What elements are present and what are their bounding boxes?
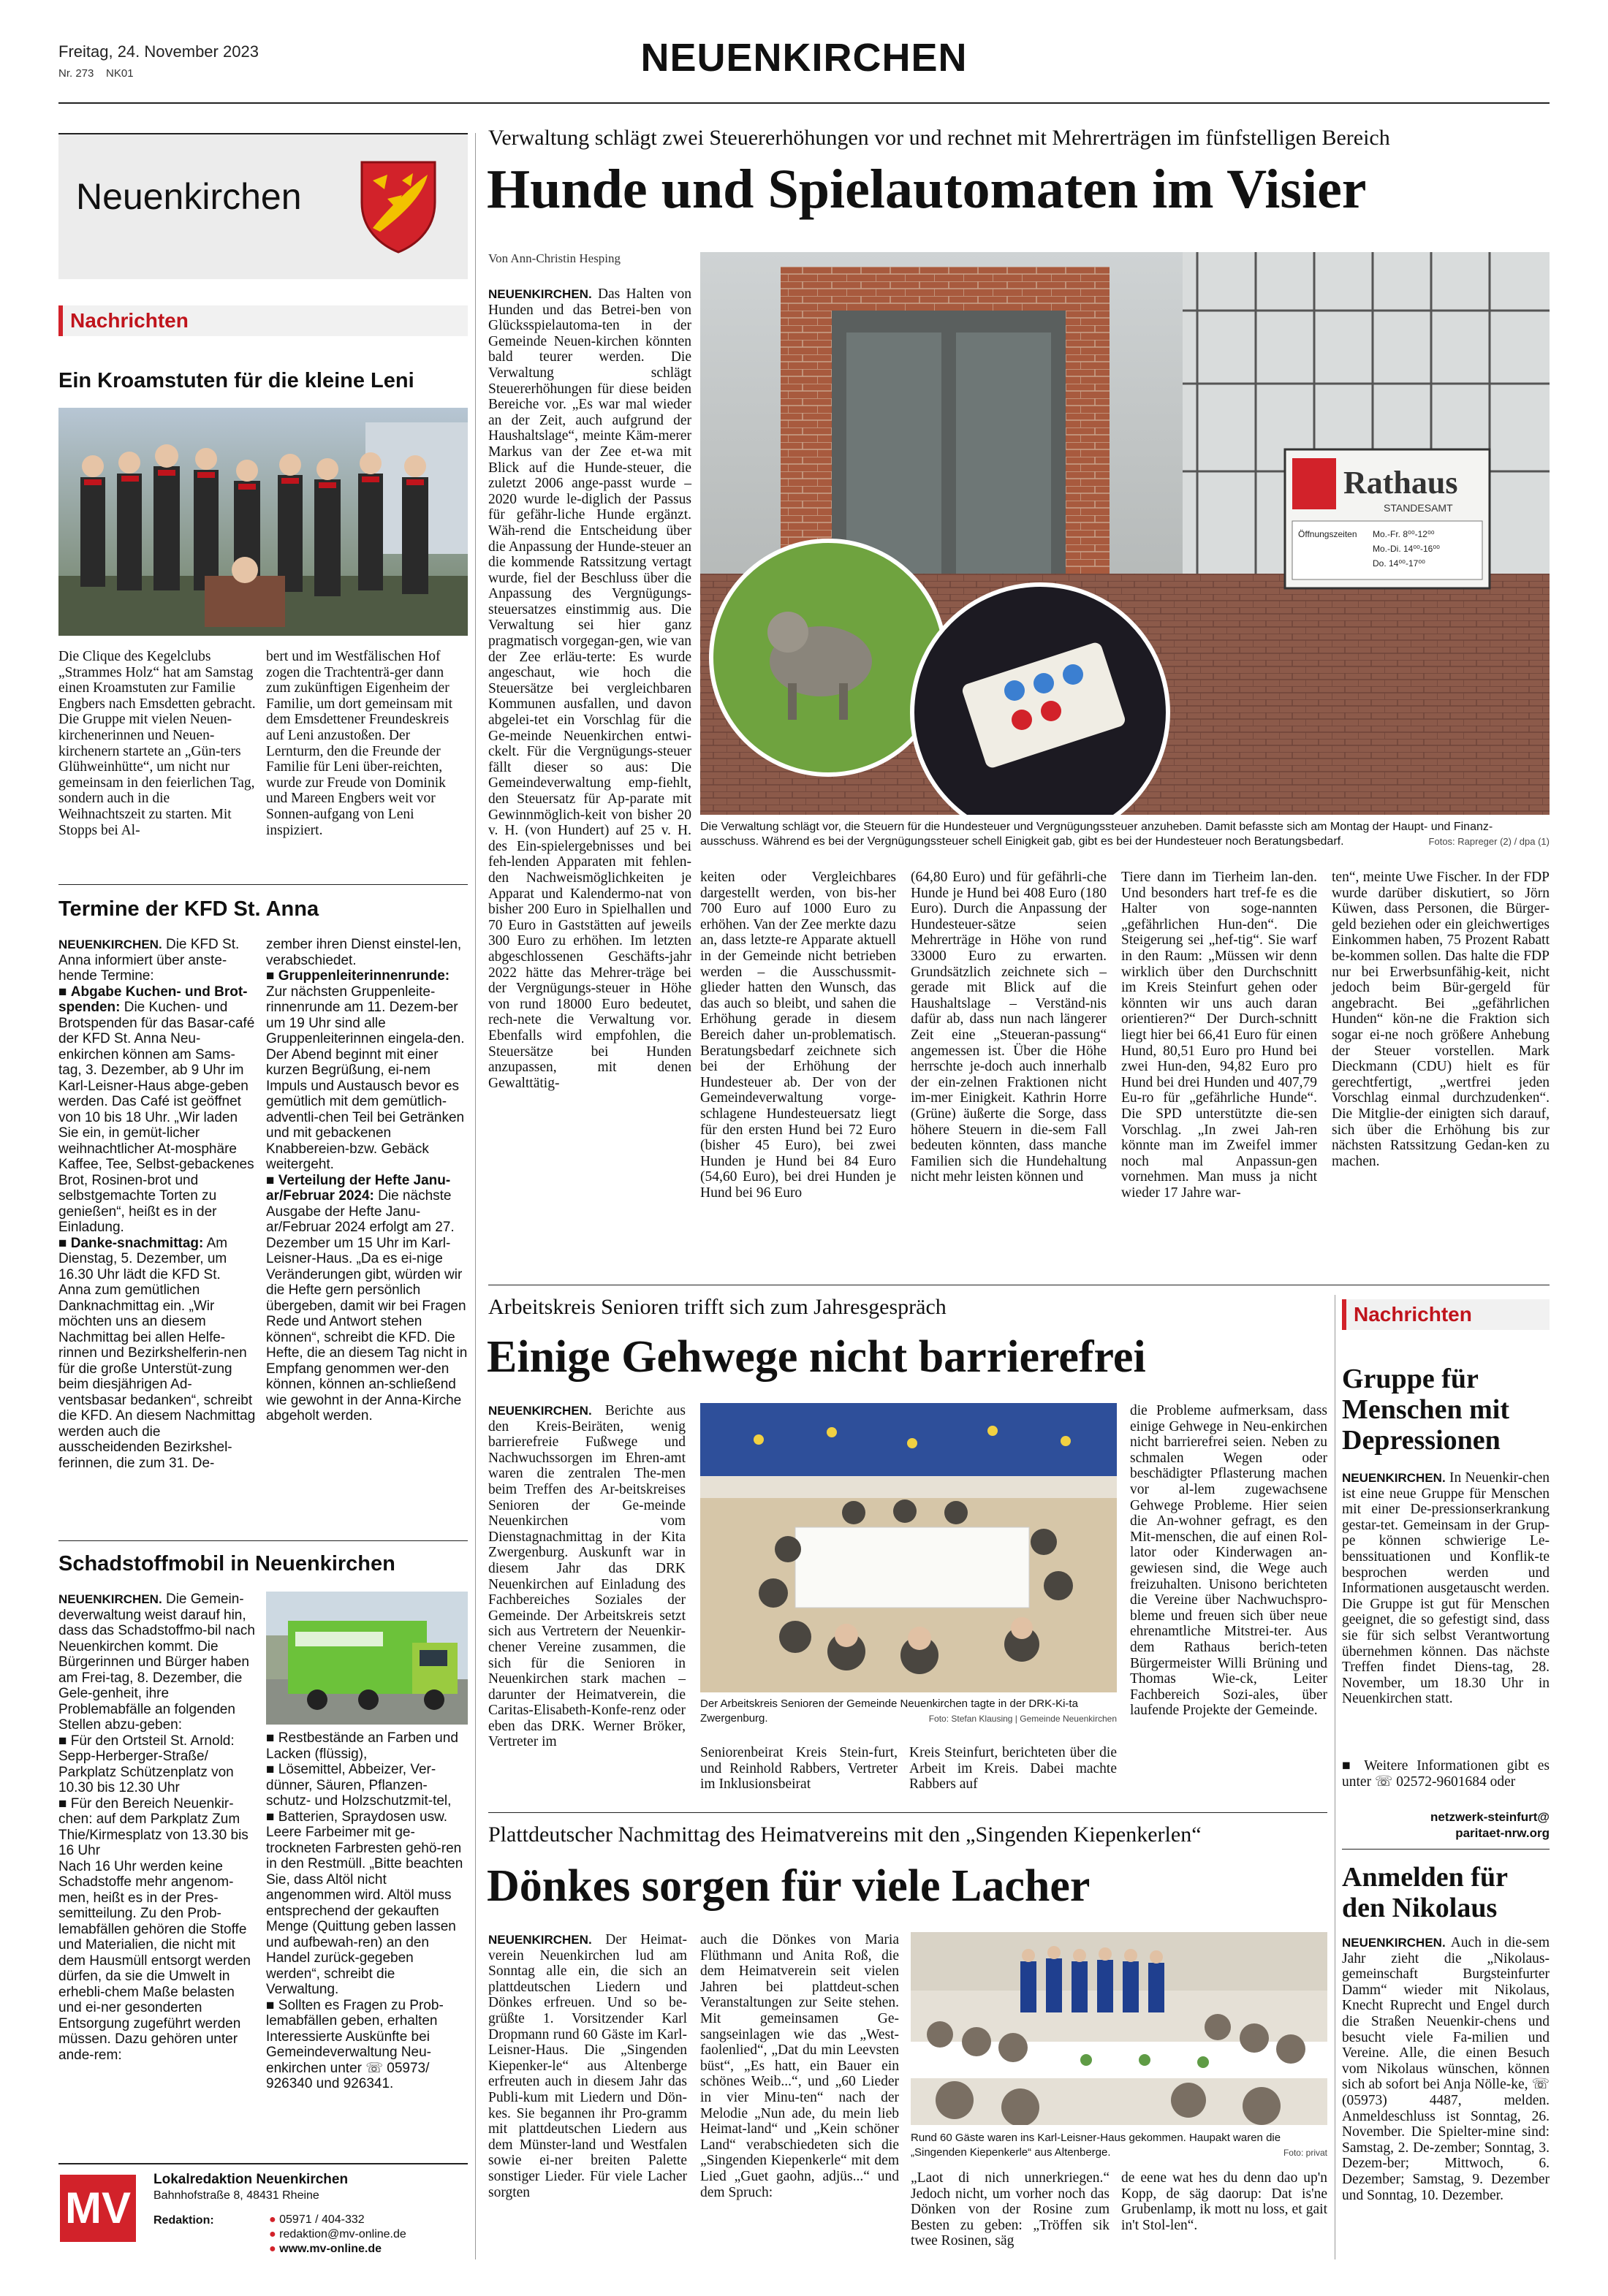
right-a2-title: Anmelden für den Nikolaus	[1342, 1862, 1508, 1923]
lead-col3: (64,80 Euro) und für gefährli-che Hunde je Hund bei 408 Euro (180 Euro). Durch die Anpassung der Hundesteuer-sätze seien Mehrerträge in Höhe von rund 33000 Euro zu erwarten. Grundsätzlich zeichnete sich – gerade mit Blick auf die Haushaltslage – Verständ-nis dafür ab, dass nun nach längerer Zeit eine „Steueran-passung“ angemessen ist. Über die Höhe herrschte je-doch auch innerhalb der ein-zelnen Fraktionen nicht im-mer Einigkeit. Kathrin Horre (Grüne) äußerte die Sorge, dass höhere Steuern in die-sem Fall bedeuten könnten, dass manche Familien sich die Hundehaltung nicht mehr leisten können und	[911, 870, 1107, 1185]
right-a1-text	[1342, 1470, 1550, 1707]
article2-b4-text: Die nächste Ausgabe der Hefte Janu-ar/Februar 2024 erfolgt am 27. Dezember um 15 Uhr im Karl-Leisner-Haus. „Da es ei-nige Veränderungen gibt, würden wir die Hefte gern persönlich übergeben, damit wir bei Fragen Rede und Antwort stehen können“, schreibt die KFD. Die Hefte, die an diesem Tag nicht in Empfang genommen wer-den können, können an-schließend wie gewohnt in der Anna-Kirche abgeholt werden.	[266, 1188, 468, 1423]
schadstoffmobil-photo	[266, 1592, 468, 1725]
issue-number: Nr. 273	[58, 67, 94, 80]
doenkes-caption-text: Rund 60 Gäste waren ins Karl-Leisner-Haus gekommen. Haupakt waren die „Singenden Kiepenkerle“ aus Altenberge.	[911, 2132, 1281, 2159]
article2-b1-text: Die Kuchen- und Brotspenden für das Basar-café der KFD St. Anna Neu-enkirchen können am Sams-tag, 3. Dezember, ab 9 Uhr im Karl-Leisner-Haus abge-geben werden. Das Café ist geöffnet von 10 bis 18 Uhr. „Wir laden Sie ein, in gemüt-licher weihnachtlicher At-mosphäre Kaffee, Tee, Selbst-gebackenes Brot, Rosinen-brot und selbstgemachte Torten zu genießen“, heißt es in der Einladung.	[58, 1000, 255, 1235]
seniors-kicker: Arbeitskreis Senioren trifft sich zum Jahresgespräch	[488, 1295, 947, 1319]
lead-col1	[488, 286, 691, 1091]
article3-dateline: NEUENKIRCHEN.	[58, 1592, 162, 1606]
doenkes-col2: auch die Dönkes von Maria Flüthmann und Anita Roß, die dem Heimatverein seit vielen Jahren bei plattdeut-schen Veranstaltungen zur Seite stehen. Mit gemeinsamen Ge-sangseinlagen wie das „West-faolenlied“, „Dat du min Leevsten büst“, „Es hatt, ein Bauer ein schönes Weib...“, und „60 Lieder in vier Minu-ten“ nach der Melodie „Nun ade, du mein lieb Heimat-land“ und „Kein schöner Land“ verabschiedeten sich die „Singenden Kiepenkerle“ mit dem Lied „Guet gaohn, adjüs...“ und dem Spruch:	[700, 1932, 899, 2200]
rathaus-photo	[700, 252, 1550, 815]
right-a1-dateline: NEUENKIRCHEN.	[1342, 1471, 1446, 1485]
seniors-bottom-rule	[488, 1812, 1327, 1813]
seniors-col1-text: Berichte aus den Kreis-Beiräten, wenig barrierefreie Fußwege und Nachwuchssorgen im Ehren-amt waren die zentralen The-men beim Treffen des Ar-beitskreises Senioren der Ge-meinde Neuenkirchen vom Dienstagnachmittag in der Kita Zwergenburg. Auskunft war in diesem Jahr das DRK Neuenkirchen auf Einladung des Fachbereiches Soziales der Gemeinde. Der Arbeitskreis setzt sich aus Vertretern der Neuenkir-chener Vereine zusammen, die sich für die Senioren in Neuenkirchen stark machen – darunter der Heimatverein, die Caritas-Elisabeth-Konfe-renz oder eben das DRK. Werner Bröker, Vertreter im	[488, 1403, 686, 1750]
right-news-tag: Nachrichten	[1342, 1299, 1550, 1330]
article2-b2-text: Am Dienstag, 5. Dezember, um 16.30 Uhr lädt die KFD St. Anna zum gemütlichen Danknachmittag ein. „Wir möchten uns an diesem Nachmittag bei allen Helfe-rinnen und Bezirkshelferin-nen für die große Unterstüt-zung beim diesjährigen Ad-ventsbasar bedanken“, schreibt die KFD. An diesem Nachmittag werden auch die ausscheidenden Bezirkshel-ferinnen, die zum 31. De-	[58, 1235, 256, 1471]
article1-title: Ein Kroamstuten für die kleine Leni	[58, 369, 414, 392]
footer-office: Lokalredaktion Neuenkirchen	[153, 2172, 349, 2187]
lead-col1-text: Das Halten von Hunden und das Betrei-ben von Glücksspielautoma-ten in der Gemeinde Neuen-kirchen könnten bald teurer werden. Die Verwaltung schlägt Steuererhöhungen für diese beiden Bereiche vor. „Es war mal wieder an der Zeit, auch aufgrund der Haushaltslage“, meinte Käm-merer Markus van der Zee et-wa mit Blick auf die Hunde-steuer, die zuletzt 2006 ange-passt wurde – 2020 wurde le-diglich der Passus für gefähr-liche Hunde ergänzt. Wäh-rend die Entscheidung über die Anpassung der Hunde-steuer an die kommende Ratssitzung vertagt wurde, fiel der Beschluss über die Anpassung des Vergnügungs-steuersatzes einstimmig aus. Die Verwaltung sei hier ganz pragmatisch vorgegan-gen, wie van der Zee erläu-terte: Es wurde angeschaut, wie hoch die Steuersätze bei vergleichbaren Kommunen ausfallen, und davon abgelei-tet ein Vorschlag für die Ge-meinde Neuenkirchen entwi-ckelt. Für die Vergnügungs-steuer fällt dieser so aus: Die Gemeindeverwaltung emp-fiehlt, den Steuersatz für Ap-parate mit Gewinnmöglich-keit von bisher 20 v. H. (von Hundert) auf 25 v. H. des Ein-spielergebnisses und bei feh-lenden Apparaten mit fehlen-den Nachweismöglichkeiten je Apparat und Kalendermo-nat von bisher 200 Euro in Spielhallen und 70 Euro in Gaststätten auf jeweils 300 Euro zu erhöhen. Im letzten abgeschlossenen Geschäfts-jahr 2022 hätte das Mehrer-träge bei der Vergnügungs-steuer in Höhe von rund 18000 Euro bedeutet, rech-nete die Verwaltung vor. Ebenfalls wird empfohlen, die Steuersätze bei Hunden anzupassen, mit denen Gewalttätig-	[488, 286, 691, 1091]
footer-phone: 05971 / 404-332	[279, 2213, 365, 2226]
article2-col2: zember ihren Dienst einstel-len, verabschiedet. ■ Gruppenleiterinnenrunde: Zur nächsten Gruppenleite-rinnenrunde am 11. Dezem-ber um 19 Uhr sind alle Gruppenleiterinnen eingela-den. Der Abend beginnt mit einer kurzen Begrüßung, ei-nem Impuls und Austausch bevor es gemütlich mit dem gemütlich-adventli-chen Teil bei Getränken und mit gebackenen Knabbereien-bzw. Gebäck weitergeht. ■ Verteilung der Hefte Janu-ar/Februar 2024: Die nächste Ausgabe der Hefte Janu-ar/Februar 2024 erfolgt am 27. Dezember um 15 Uhr im Karl-Leisner-Haus. „Da es ei-nige Veränderungen gibt, würden wir die Hefte gern persönlich übergeben, damit wir bei Fragen Rede und Antwort stehen können“, schreibt die KFD. Die Hefte, die an diesem Tag nicht in Empfang genommen wer-den können, können an-schließend wie gewohnt in der Anna-Kirche abgeholt werden.	[266, 937, 468, 1423]
sidebar-rule-2	[58, 1540, 468, 1541]
article1-col2: bert und im Westfälischen Hof zogen die Trachtenträ-ger dann zum zukünftigen Eigenheim der Familie, um dort gemeinsam mit dem Emsdettener Freundeskreis auf Leni anzustoßen. Der Lernturm, den die Freunde der Familie für Leni über-reichten, wurde zur Freude von Dominik und Mareen Engbers weit vor Sonnen-aufgang von Leni inspiziert.	[266, 649, 453, 838]
article2-b2-title: Danke-snachmittag:	[70, 1235, 204, 1251]
doenkes-col1-text: Der Heimat-verein Neuenkirchen lud am Sonntag alle ein, die sich an plattdeutschen Liedern und Dönkes erfreuen. Und so be-grüßte 1. Vorsitzender Karl Dropmann rund 60 Gäste im Karl-Leisner-Haus. Die „Singenden Kiepenker-le“ aus Altenberge erfreuten auch in diesem Jahr das Publi-kum mit Liedern und Dön-kes. Sie begannen ihr Pro-gramm mit plattdeutschen Liedern aus dem Münster-land und Westfalen sowie ei-ner breiten Palette sonstiger Lieder. Für viele Lacher sorgten	[488, 1932, 687, 2200]
email-icon: ●	[269, 2228, 276, 2240]
lead-col2: keiten oder Vergleichbares dargestellt werden, von bis-her 700 Euro auf 1000 Euro zu erhöhen. Van der Zee merkte dazu an, dass letzte-re Apparate aktuell in der Gemeinde nicht betrieben werden – die Ausschussmit-glieder hatten den Wunsch, das das auch so bleibt, und sahen die Erhöhung gerade in diesem Bereich daher un-problematisch. Beratungsbedarf zeichnete sich bei der Erhöhung der Hundesteuer ab. Der von der Gemeindeverwaltung vorge-schlagene Hundesteuersatz liegt für den ersten Hund bei 72 Euro (bisher 45 Euro), bei zwei Hunden je Hund bei 84 Euro (54,60 Euro), bei drei Hunden je Hund bei 96 Euro	[700, 870, 896, 1201]
rathaus-sign-title: Rathaus	[1343, 465, 1458, 501]
rathaus-sign-sub: STANDESAMT	[1384, 502, 1453, 514]
footer-address: Bahnhofstraße 8, 48431 Rheine	[153, 2189, 319, 2202]
article3-col2: ■ Restbestände an Farben und Lacken (flüssig), ■ Lösemittel, Abbeizer, Ver-dünner, Säuren, Pflanzen-schutz- und Holzschutzmit-tel, ■ Batterien, Spraydosen usw. Leere Farbeimer mit ge-trockneten Farbresten gehö-ren in den Restmüll. „Bitte beachten Sie, dass Altöl nicht angenommen wird. Altöl muss entsprechend der gekauften Menge (Quittung geben lassen und aufbewah-ren) an den Handel zurück-gegeben werden“, schreibt die Verwaltung. ■ Sollten es Fragen zu Prob-lemabfällen geben, erhalten Interessierte Auskünfte bei Gemeindeverwaltung Neu-enkirchen unter ☏ 05973/ 926340 und 926341.	[266, 1730, 463, 2091]
article3-b5: Batterien, Spraydosen usw. Leere Farbeimer mit ge-trockneten Farbresten gehö-ren in den Restmüll. „Bitte beachten Sie, dass Altöl nicht angenommen wird. Altöl muss entsprechend der gekauften Menge (Quittung geben lassen und aufbewah-ren) an den Handel zurück-gegeben werden“, schreibt die Verwaltung.	[266, 1809, 463, 1997]
article2-dateline: NEUENKIRCHEN.	[58, 938, 162, 951]
kroamstuten-photo	[58, 408, 468, 636]
doenkes-dateline: NEUENKIRCHEN.	[488, 1933, 592, 1947]
header-date: Freitag, 24. November 2023	[58, 42, 259, 61]
article3-rest: Nach 16 Uhr werden keine Schadstoffe mehr angenom-men, heißt es in der Pres-semitteilung. Zu den Prob-lemabfällen gehören die Stoffe und Materialien, die nicht mit dem Hausmüll entsorgt werden dürfen, da sie die Umwelt in erhebli-chem Maße belasten und ei-ner gesonderten Entsorgung zugeführt werden müssen. Dazu gehören unter ande-rem:	[58, 1858, 251, 2063]
article2-col1: NEUENKIRCHEN. Die KFD St. Anna informiert über anste-hende Termine: ■ Abgabe Kuchen- und Brot-spenden: Die Kuchen- und Brotspenden für das Basar-café der KFD St. Anna Neu-enkirchen können am Sams-tag, 3. Dezember, ab 9 Uhr im Karl-Leisner-Haus abge-geben werden. Das Café ist geöffnet von 10 bis 18 Uhr. „Wir laden Sie ein, in gemüt-licher weihnachtlicher At-mosphäre Kaffee, Tee, Selbst-gebackenes Brot, Rosinen-brot und selbstgemachte Torten zu genießen“, heißt es in der Einladung. ■ Danke-snachmittag: Am Dienstag, 5. Dezember, um 16.30 Uhr lädt die KFD St. Anna zum gemütlichen Danknachmittag ein. „Wir möchten uns an diesem Nachmittag bei allen Helfe-rinnen und Bezirkshelferin-nen für die große Unterstüt-zung beim diesjährigen Ad-ventsbasar bedanken“, schreibt die KFD. An diesem Nachmittag werden auch die ausscheidenden Bezirkshel-ferinnen, die zum 31. De-	[58, 937, 256, 1471]
lead-dateline: NEUENKIRCHEN.	[488, 287, 592, 301]
issue-code: NK01	[106, 67, 134, 80]
seniors-photo	[700, 1403, 1117, 1692]
phone-icon: ●	[269, 2213, 276, 2226]
doenkes-kicker: Plattdeutscher Nachmittag des Heimatvereins mit den „Singenden Kiepenkerlen“	[488, 1822, 1202, 1847]
lead-byline: Von Ann-Christin Hesping	[488, 251, 621, 265]
seniors-col2: Seniorenbeirat Kreis Stein-furt, und Reinhold Rabbers, Vertreter im Inklusionsbeirat	[700, 1745, 898, 1793]
lead-headline: Hunde und Spielautomaten im Visier	[487, 159, 1367, 220]
doenkes-headline: Dönkes sorgen für viele Lacher	[487, 1861, 1091, 1911]
seniors-col4: die Probleme aufmerksam, dass einige Gehwege in Neu-enkirchen nicht barrierefrei seien. Neben zu schmalen Wegen oder beschädigter Pflasterung machen vor al-lem zugewachsene Gehwege Probleme. Hier seien die An-wohner gefragt, es den Mit-menschen, die auf einen Rol-lator oder Kinderwagen an-gewiesen sind, die Wege auch freizuhalten. Unisono berichteten die Vereine über Nachwuchspro-bleme und freuen sich über neue ehrenamtliche Mitstrei-ter. Aus dem Rathaus berich-teten Bürgermeister Willi Brüning und Thomas Wie-ck, Leiter Fachbereich Sozi-ales, über laufende Projekte der Gemeinde.	[1130, 1403, 1327, 1719]
rathaus-sign-h1: Mo.-Fr. 8⁰⁰-12⁰⁰	[1373, 529, 1435, 539]
seniors-credit: Foto: Stefan Klausing | Gemeinde Neuenkirchen	[928, 1714, 1117, 1724]
seniors-headline: Einige Gehwege nicht barrierefrei	[487, 1332, 1146, 1382]
lead-caption	[700, 820, 1550, 849]
right-a1-email[interactable]	[1359, 1809, 1550, 1841]
rathaus-sign-hours: Öffnungszeiten	[1298, 529, 1357, 539]
article3-title: Schadstoffmobil in Neuenkirchen	[58, 1552, 395, 1575]
seniors-caption-text: Der Arbeitskreis Senioren der Gemeinde Neuenkirchen tagte in der DRK-Ki-ta Zwergenburg.	[700, 1698, 1078, 1725]
sidebar-news-tag: Nachrichten	[58, 305, 468, 336]
lead-col4: Tiere dann im Tierheim lan-den. Und besonders hart tref-fe es die Halter von soge-nannten „gefährlichen Hun-den“. Die Steigerung sei „hef-tig“. Sie warf in den Raum: „Müssen wir denn wirklich über den Durchschnitt im Kreis Steinfurt gehen oder könnten wir uns auch daran orientieren?“ Der Durch-schnitt liegt hier bei 66,41 Euro für einen Hund, 80,51 Euro pro Hund bei zwei Hun-den, 94,82 Euro pro Hund bei drei Hunden und 407,79 Eu-ro für „gefährliche Hunde“. Die SPD unterstützte die-sen Vorschlag. „In zwei Jah-ren könnte man im Zweifel immer noch mal Anpassun-gen vornehmen. Man muss ja nicht wieder 17 Jahre war-	[1121, 870, 1317, 1201]
lead-caption-text: Die Verwaltung schlägt vor, die Steuern für die Hundesteuer und Vergnügungssteuer anzuheben. Damit befasste sich am Montag der Haupt- und Finanz-ausschuss. Während es bei der Vergnügungssteuer schell Einigkeit gab, gibt es bei der Hundesteuer noch Beratungsbedarf.	[700, 821, 1493, 848]
footer-contacts	[269, 2213, 406, 2257]
article3-b1: Für den Ortsteil St. Arnold: Sepp-Herberger-Straße/ Parkplatz Schützenplatz von 10.30 bis 12.30 Uhr	[58, 1733, 235, 1795]
article2-b1-title: Abgabe Kuchen- und Brot-spenden:	[58, 984, 248, 1015]
lead-kicker: Verwaltung schlägt zwei Steuererhöhungen vor und rechnet mit Mehrerträgen im fünfstelligen Bereich	[488, 126, 1390, 150]
article3-b2: Für den Bereich Neuenkir-chen: auf dem Parkplatz Zum Thie/Kirmesplatz von 13.30 bis 16 Uhr	[58, 1795, 249, 1858]
section-title: NEUENKIRCHEN	[640, 36, 968, 80]
lead-credit: Fotos: Rapreger (2) / dpa (1)	[1428, 836, 1550, 847]
seniors-col3: Kreis Steinfurt, berichteten über die Arbeit im Kreis. Dabei machte Rabbers auf	[909, 1745, 1117, 1793]
right-a1-email-2: paritaet-nrw.org	[1455, 1826, 1550, 1840]
seniors-dateline: NEUENKIRCHEN.	[488, 1404, 592, 1418]
doenkes-photo	[911, 1932, 1327, 2125]
article2-b3-text: Zur nächsten Gruppenleite-rinnenrunde am 11. Dezem-ber um 19 Uhr sind alle Gruppenleiterinnen eingela-den. Der Abend beginnt mit einer kurzen Begrüßung, ei-nem Impuls und Austausch bevor es gemütlich mit dem gemütlich-adventli-chen Teil bei Getränken und mit gebackenen Knabbereien-bzw. Gebäck weitergeht.	[266, 984, 465, 1172]
mv-logo: MV	[60, 2175, 136, 2242]
article3-intro-text: Die Gemein-deverwaltung weist darauf hin, dass das Schadstoffmo-bil nach Neuenkirchen kommt. Die Bürgerinnen und Bürger haben am Frei-tag, 8. Dezember, die Gele-genheit, ihre Problemabfälle an folgenden Stellen abzu-geben:	[58, 1592, 255, 1733]
rathaus-sign-h3: Do. 14⁰⁰-17⁰⁰	[1373, 558, 1425, 569]
doenkes-col1	[488, 1932, 687, 2200]
footer-label: Redaktion:	[153, 2214, 214, 2227]
article3-b4: Lösemittel, Abbeizer, Ver-dünner, Säuren, Pflanzen-schutz- und Holzschutzmit-tel,	[266, 1762, 452, 1809]
right-a1-more-text: Weitere Informationen gibt es unter ☏ 02572-9601684 oder	[1342, 1758, 1550, 1790]
web-icon: ●	[269, 2243, 276, 2255]
article2-b4-title: Verteilung der Hefte Janu-ar/Februar 2024:	[266, 1172, 451, 1204]
town-box-title: Neuenkirchen	[76, 176, 302, 217]
seniors-caption	[700, 1697, 1117, 1726]
coat-of-arms-icon	[358, 159, 439, 254]
article2-title: Termine der KFD St. Anna	[58, 897, 319, 921]
seniors-col1	[488, 1403, 686, 1750]
right-a1-body: In Neuenkir-chen ist eine neue Gruppe für Menschen mit einer De-pressionserkrankung gestar-tet. Gemeinsam in der Grup-pe können schwierige Le-benssituationen und Konflik-te besprochen werden und Informationen ausgetauscht werden. Die Gruppe ist gut für Menschen geeignet, die so gefestigt sind, dass sie für sich selbst Verantwortung übernehmen können. Das nächste Treffen findet Diens-tag, 28. November, um 18.30 Uhr in Neuenkirchen statt.	[1342, 1470, 1550, 1707]
right-a1-email-1: netzwerk-steinfurt@	[1430, 1810, 1550, 1824]
footer-web[interactable]: www.mv-online.de	[279, 2243, 382, 2255]
town-box	[58, 133, 468, 279]
right-a2-body: Auch in die-sem Jahr zieht die „Nikolaus-gemeinschaft Burgsteinfurter Damm“ wieder mit Nikolaus, Knecht Ruprecht und Engel durch die Straßen Neuenkir-chens und besucht viele Fa-milien und Vereine. Alle, die einen Besuch vom Nikolaus wünschen, können sich ab sofort bei Anja Nölle-ke, ☏ (05973) 4487, melden. Anmeldeschluss ist Sonntag, 26. November. Die Spielter-mine sind: Samstag, 2. De-zember; Sonntag, 3. Dezem-ber; Mittwoch, 6. Dezember; Samstag, 9. Dezember und Sonntag, 10. Dezember.	[1342, 1935, 1550, 2203]
column-separator	[475, 133, 476, 2259]
article2-b3-title: Gruppenleiterinnenrunde:	[278, 968, 450, 984]
right-news-rule	[1342, 1849, 1550, 1850]
article1-col1: Die Clique des Kegelclubs „Strammes Holz“ hat am Samstag einen Kroamstuten zur Familie Engbers nach Emsdetten gebracht. Die Gruppe mit vielen Neuen-kirchenerinnen und Neuen-kirchenern startete an „Gün-ters Glühweinhütte“, um nicht nur gemeinsam in den feierlichen Tag, sondern auch in die Weihnachtszeit zu starten. Mit Stopps bei Al-	[58, 649, 256, 838]
right-a2-dateline: NEUENKIRCHEN.	[1342, 1936, 1446, 1950]
article2-intro: Die KFD St. Anna informiert über anste-hende Termine:	[58, 937, 240, 984]
sidebar-top-rule	[58, 133, 468, 134]
article3-b6: Sollten es Fragen zu Prob-lemabfällen geben, erhalten Interessierte Auskünfte bei Gemeindeverwaltung Neu-enkirchen unter ☏ 05973/ 926340 und 926341.	[266, 1997, 444, 2091]
right-a1-title: Gruppe für Menschen mit Depressionen	[1342, 1364, 1510, 1456]
doenkes-col3: „Laot di nich unnerkriegen.“ Jedoch nicht, um vorher noch das Dönken von der Rosine zum Besten zu geben: „Tröffen sik twee Rosinen, säg	[911, 2170, 1110, 2249]
doenkes-col4: de eene wat hes du denn dao up'n Kopp, de säg daorup: Dat is'ne Grubenlamp, ik mott nu loss, et gait in't Stol-len“.	[1121, 2170, 1327, 2233]
article3-intro: NEUENKIRCHEN. Die Gemein-deverwaltung weist darauf hin, dass das Schadstoffmo-bil nach Neuenkirchen kommt. Die Bürgerinnen und Bürger haben am Frei-tag, 8. Dezember, die Gele-genheit, ihre Problemabfälle an folgenden Stellen abzu-geben: ■ Für den Ortsteil St. Arnold: Sepp-Herberger-Straße/ Parkplatz Schützenplatz von 10.30 bis 12.30 Uhr ■ Für den Bereich Neuenkir-chen: auf dem Parkplatz Zum Thie/Kirmesplatz von 13.30 bis 16 Uhr Nach 16 Uhr werden keine Schadstoffe mehr angenom-men, heißt es in der Pres-semitteilung. Zu den Prob-lemabfällen gehören die Stoffe und Materialien, die nicht mit dem Hausmüll entsorgt werden dürfen, da sie die Umwelt in erhebli-chem Maße belasten und ei-ner gesonderten Entsorgung zugeführt werden müssen. Dazu gehören unter ande-rem:	[58, 1592, 255, 2063]
article3-b3: Restbestände an Farben und Lacken (flüssig),	[266, 1730, 458, 1762]
rathaus-sign-h2: Mo.-Di. 14⁰⁰-16⁰⁰	[1373, 544, 1440, 554]
footer-email[interactable]: redaktion@mv-online.de	[279, 2228, 406, 2240]
doenkes-credit: Foto: privat	[1283, 2148, 1327, 2158]
lead-col5: ten“, meinte Uwe Fischer. In der FDP wurde darüber diskutiert, so Jörn Küwen, dass Personen, die Bürger-geld beziehen oder ein gleichwertiges Einkommen haben, 75 Prozent Rabatt be-kommen sollen. Das halte die FDP nur bei Erwerbsunfähig-keit, nicht jedoch beim Bür-gergeld für angebracht. Bei „gefährlichen Hunden“ kön-ne die Fraktion sich sogar ei-ne noch größere Anhebung der Steuer vorstellen. Mark Dieckmann (CDU) hielt es für gerechtfertigt, „wertfrei jeden Vorschlag einmal durchzudenken“. Die Mitglie-der einigten sich darauf, sich über die Erhöhung bis zur nächsten Ratssitzung Gedan-ken zu machen.	[1332, 870, 1550, 1169]
sidebar-rule-1	[58, 884, 468, 885]
right-a1-more: ■ Weitere Informationen gibt es unter ☏ 02572-9601684 oder	[1342, 1758, 1550, 1790]
footer-rule	[58, 2163, 468, 2164]
right-a2-text	[1342, 1935, 1550, 2203]
article2-col2-intro: zember ihren Dienst einstel-len, verabschiedet.	[266, 937, 462, 968]
doenkes-caption	[911, 2131, 1327, 2160]
header-rule	[58, 102, 1550, 104]
